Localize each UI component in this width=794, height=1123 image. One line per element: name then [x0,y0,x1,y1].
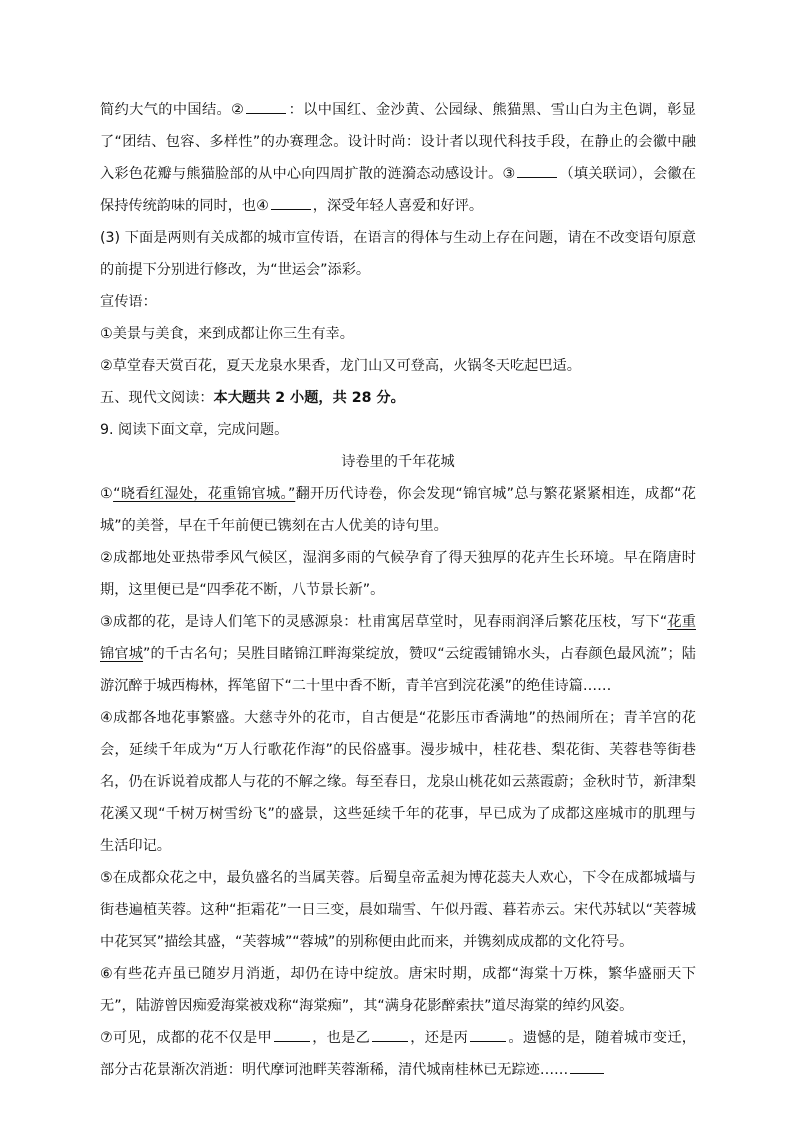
article-title: 诗卷里的千年花城 [341,454,455,470]
answer-blank-4[interactable] [271,195,311,210]
p7-text-3: ，还是丙 [410,1030,469,1046]
slogan-2: ②草堂春天赏百花，夏天龙泉水果香，龙门山又可登高，火锅冬天吃起巴适。 [100,358,581,374]
answer-blank-2[interactable] [246,99,286,114]
q8-text-3: （填关联词），会徽在保持传统韵味的同时，也④ [100,166,696,214]
section-5-prefix: 五、现代文阅读： [100,390,214,406]
q9-stem: 9. 阅读下面文章，完成问题。 [100,422,289,438]
q8-text-1: 简约大气的中国结。② [100,102,245,118]
p3-text-1: ③成都的花，是诗人们笔下的灵感源泉：杜甫寓居草堂时，见春雨润泽后繁花压枝，写下“ [100,614,668,630]
q8-text-4: ，深受年轻人喜爱和好评。 [312,198,484,214]
p3-text-2: ”的千古名句；吴胜目睹锦江畔海棠绽放，赞叹“云绽霞铺锦水头，占春颜色最风流”；陆游沉醉于城西梅林，挥笔留下“二十里中香不断，青羊宫到浣花溪”的绝佳诗篇…… [100,646,696,694]
q8-subquestion-3: (3) 下面是两则有关成都的城市宣传语，在语言的得体与生动上存在问题，请在不改变语句原意的前提下分别进行修改，为“世运会”添彩。 [100,230,696,278]
answer-blank-a[interactable] [274,1027,310,1042]
p7-text-2: ，也是乙 [311,1030,371,1046]
answer-blank-3[interactable] [517,163,557,178]
exam-page [100,94,696,1086]
article-paragraph-6: ⑥有些花卉虽已随岁月消逝，却仍在诗中绽放。唐宋时期，成都“海棠十万株，繁华盛丽天下无”，陆游曾因痴爱海棠被戏称“海棠痴”，其“满身花影醉索扶”道尽海棠的绰约风姿。 [100,966,696,1014]
section-5-info: 本大题共 2 小题，共 28 分。 [213,390,405,406]
section-5-heading [100,382,696,414]
p3-underlined-verse: 花重锦官城 [100,614,696,662]
article-paragraph-5: ⑤在成都众花之中，最负盛名的当属芙蓉。后蜀皇帝孟昶为博花蕊夫人欢心，下令在成都城墙与街巷遍植芙蓉。这种“拒霜花”一日三变，晨如瑞雪、午似丹霞、暮若赤云。宋代苏轼以“芙蓉城中花冥冥”描绘其盛，“芙蓉城”“蓉城”的别称便由此而来，并镌刻成成都的文化符号。 [100,870,696,950]
article-paragraph-4: ④成都各地花事繁盛。大慈寺外的花市，自古便是“花影压市香满地”的热闹所在；青羊宫的花会，延续千年成为“万人行歌花作海”的民俗盛事。漫步城中，桂花巷、梨花街、芙蓉巷等街巷名，仍在诉说着成都人与花的不解之缘。每至春日，龙泉山桃花如云蒸霞蔚；金秋时节，新津梨花溪又现“千树万树雪纷飞”的盛景，这些延续千年的花事，早已成为了成都这座城市的肌理与生活印记。 [100,710,696,854]
answer-blank-b[interactable] [372,1027,408,1042]
article-paragraph-1 [100,478,696,542]
p7-text-1: ⑦可见，成都的花不仅是甲 [100,1030,272,1046]
p1-quoted-verse: “晓看红湿处，花重锦官城。” [113,486,296,502]
article-paragraph-3 [100,606,696,702]
p1-text: 翻开历代诗卷，你会发现“锦官城”总与繁花紧紧相连，成都“花城”的美誉，早在千年前便已镌刻在古人优美的诗句里。 [100,486,696,534]
slogan-label: 宣传语： [100,294,157,310]
article-paragraph-7 [100,1022,696,1086]
q8-continued-paragraph [100,94,696,222]
slogan-1: ①美景与美食，来到成都让你三生有幸。 [100,326,354,342]
p1-number: ① [100,486,114,502]
p7-text-4: 。遗憾的是，随着城市变迁，部分古花景渐次消逝：明代摩诃池畔芙蓉渐稀，清代城南桂林已无踪迹…… [100,1030,696,1078]
answer-blank-end[interactable] [570,1059,604,1074]
article-paragraph-2: ②成都地处亚热带季风气候区，湿润多雨的气候孕育了得天独厚的花卉生长环境。早在隋唐时期，这里便已是“四季花不断，八节景长新”。 [100,550,696,598]
q8-text-2: ：以中国红、金沙黄、公园绿、熊猫黑、雪山白为主色调，彰显了“团结、包容、多样性”的办赛理念。设计时尚：设计者以现代科技手段，在静止的会徽中融入彩色花瓣与熊猫脸部的从中心向四周扩散的涟漪态动感设计。③ [100,102,696,182]
answer-blank-c[interactable] [470,1027,506,1042]
